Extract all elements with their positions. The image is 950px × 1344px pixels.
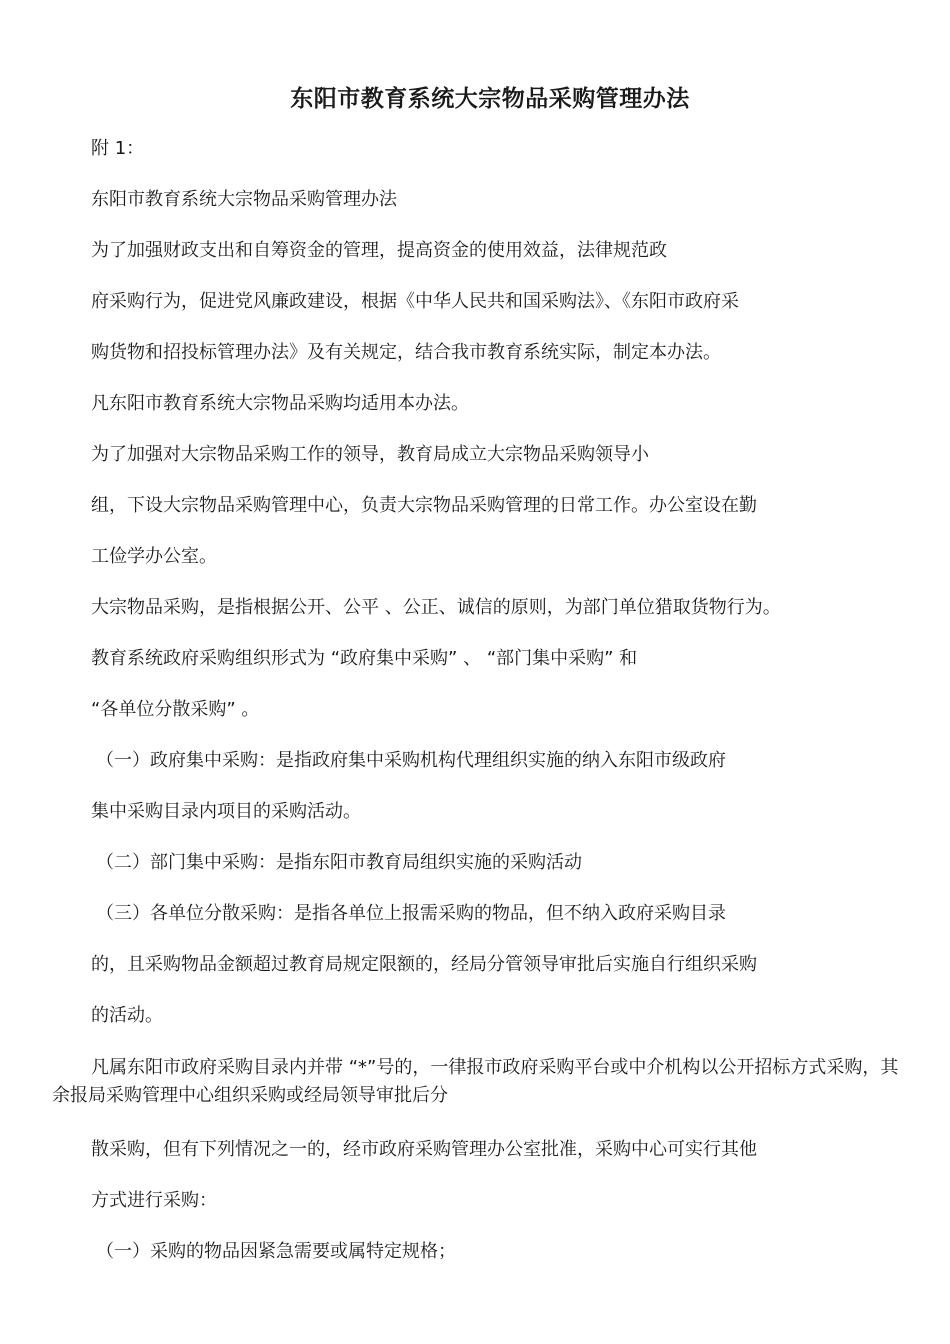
paragraph-line: 方式进行采购： bbox=[91, 1190, 217, 1211]
paragraph-line: 工俭学办公室。 bbox=[91, 546, 217, 567]
attachment-label: 附 1： bbox=[91, 138, 145, 159]
subtitle-line: 东阳市教育系统大宗物品采购管理办法 bbox=[91, 189, 397, 210]
paragraph-line: 为了加强对大宗物品采购工作的领导，教育局成立大宗物品采购领导小 bbox=[91, 444, 649, 465]
wrapped-paragraph: 凡属东阳市政府采购目录内并带 “*”号的，一律报市政府采购平台或中介机构以公开招标方式采购，其余报局采购管理中心组织采购或经局领导审批后分 bbox=[52, 1057, 899, 1106]
paragraph-line: 的活动。 bbox=[91, 1005, 163, 1026]
paragraph-line: 散采购，但有下列情况之一的，经市政府采购管理办公室批准，采购中心可实行其他 bbox=[91, 1139, 757, 1160]
paragraph-line: “各单位分散采购” 。 bbox=[91, 699, 260, 720]
paragraph-line: 购货物和招投标管理办法》及有关规定，结合我市教育系统实际，制定本办法。 bbox=[91, 342, 721, 363]
paragraph-line: 凡东阳市教育系统大宗物品采购均适用本办法。 bbox=[91, 393, 469, 414]
paragraph-line: 大宗物品采购，是指根据公开、公平 、公正、诚信的原则，为部门单位猎取货物行为。 bbox=[91, 597, 781, 618]
paragraph-line: 组，下设大宗物品采购管理中心，负责大宗物品采购管理的日常工作。办公室设在勤 bbox=[91, 495, 757, 516]
list-item: （一）采购的物品因紧急需要或属特定规格； bbox=[96, 1241, 456, 1262]
list-item: （三）各单位分散采购：是指各单位上报需采购的物品，但不纳入政府采购目录 bbox=[96, 903, 726, 924]
paragraph-line: 为了加强财政支出和自筹资金的管理，提高资金的使用效益，法律规范政 bbox=[91, 240, 667, 261]
list-item: （一）政府集中采购：是指政府集中采购机构代理组织实施的纳入东阳市级政府 bbox=[96, 750, 726, 771]
paragraph-line: 的，且采购物品金额超过教育局规定限额的，经局分管领导审批后实施自行组织采购 bbox=[91, 954, 757, 975]
paragraph-line: 集中采购目录内项目的采购活动。 bbox=[91, 801, 361, 822]
paragraph-line: 府采购行为，促进党风廉政建设，根据《中华人民共和国采购法》、《东阳市政府采 bbox=[91, 291, 739, 312]
list-item: （二）部门集中采购：是指东阳市教育局组织实施的采购活动 bbox=[96, 852, 582, 873]
document-title: 东阳市教育系统大宗物品采购管理办法 bbox=[290, 86, 690, 112]
paragraph-line: 教育系统政府采购组织形式为 “政府集中采购” 、 “部门集中采购” 和 bbox=[91, 648, 638, 669]
